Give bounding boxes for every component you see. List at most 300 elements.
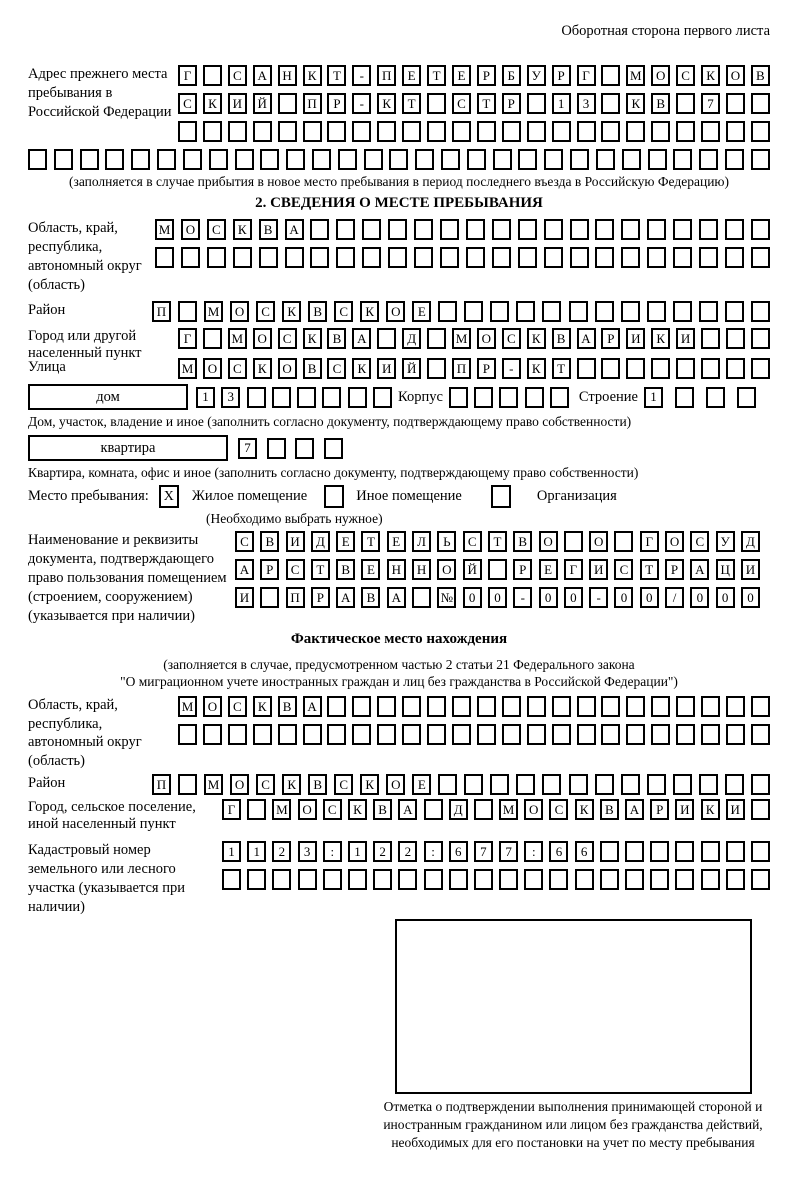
char-cell[interactable] xyxy=(626,724,645,745)
char-cell[interactable] xyxy=(427,328,446,349)
char-cell[interactable] xyxy=(488,559,507,580)
char-cell[interactable] xyxy=(621,219,640,240)
char-cell[interactable] xyxy=(267,438,286,459)
char-cell[interactable]: П xyxy=(303,93,322,114)
char-cell[interactable]: О xyxy=(298,799,317,820)
char-cell[interactable]: П xyxy=(452,358,471,379)
char-cell[interactable] xyxy=(699,301,718,322)
char-cell[interactable] xyxy=(516,774,535,795)
char-cell[interactable] xyxy=(701,724,720,745)
char-cell[interactable]: 2 xyxy=(373,841,392,862)
char-cell[interactable]: 0 xyxy=(716,587,735,608)
char-cell[interactable] xyxy=(676,121,695,142)
char-cell[interactable] xyxy=(673,149,692,170)
char-cell[interactable]: Е xyxy=(361,559,380,580)
char-cell[interactable]: М xyxy=(626,65,645,86)
char-cell[interactable] xyxy=(203,121,222,142)
char-cell[interactable] xyxy=(352,121,371,142)
char-cell[interactable] xyxy=(726,841,745,862)
char-cell[interactable] xyxy=(373,387,392,408)
char-cell[interactable] xyxy=(621,247,640,268)
char-cell[interactable] xyxy=(438,774,457,795)
char-cell[interactable]: Р xyxy=(665,559,684,580)
char-cell[interactable] xyxy=(209,149,228,170)
char-cell[interactable]: В xyxy=(552,328,571,349)
char-cell[interactable]: П xyxy=(286,587,305,608)
char-cell[interactable] xyxy=(402,121,421,142)
char-cell[interactable]: Р xyxy=(260,559,279,580)
char-cell[interactable] xyxy=(651,121,670,142)
char-cell[interactable] xyxy=(222,869,241,890)
char-cell[interactable]: Й xyxy=(463,559,482,580)
char-cell[interactable]: 7 xyxy=(474,841,493,862)
char-cell[interactable] xyxy=(577,696,596,717)
char-cell[interactable] xyxy=(474,869,493,890)
char-cell[interactable] xyxy=(676,93,695,114)
char-cell[interactable] xyxy=(412,587,431,608)
char-cell[interactable] xyxy=(452,724,471,745)
char-cell[interactable]: К xyxy=(348,799,367,820)
char-cell[interactable]: С xyxy=(463,531,482,552)
char-cell[interactable]: К xyxy=(377,93,396,114)
char-cell[interactable]: 2 xyxy=(398,841,417,862)
char-cell[interactable]: С xyxy=(256,301,275,322)
char-cell[interactable] xyxy=(737,387,756,408)
char-cell[interactable]: А xyxy=(398,799,417,820)
char-cell[interactable] xyxy=(492,219,511,240)
char-cell[interactable] xyxy=(54,149,73,170)
char-cell[interactable]: К xyxy=(527,358,546,379)
char-cell[interactable]: О xyxy=(203,696,222,717)
char-cell[interactable] xyxy=(402,696,421,717)
char-cell[interactable]: В xyxy=(278,696,297,717)
char-cell[interactable] xyxy=(80,149,99,170)
char-cell[interactable] xyxy=(278,724,297,745)
char-cell[interactable]: К xyxy=(701,799,720,820)
char-cell[interactable]: М xyxy=(228,328,247,349)
char-cell[interactable]: В xyxy=(373,799,392,820)
char-cell[interactable]: С xyxy=(614,559,633,580)
char-cell[interactable] xyxy=(247,799,266,820)
char-cell[interactable]: А xyxy=(352,328,371,349)
char-cell[interactable] xyxy=(544,149,563,170)
char-cell[interactable] xyxy=(178,301,197,322)
char-cell[interactable]: Г xyxy=(564,559,583,580)
char-cell[interactable]: 7 xyxy=(701,93,720,114)
char-cell[interactable] xyxy=(414,219,433,240)
char-cell[interactable]: С xyxy=(286,559,305,580)
char-cell[interactable] xyxy=(577,358,596,379)
char-cell[interactable] xyxy=(552,121,571,142)
char-cell[interactable]: С xyxy=(549,799,568,820)
char-cell[interactable]: К xyxy=(527,328,546,349)
char-cell[interactable]: Ь xyxy=(437,531,456,552)
char-cell[interactable] xyxy=(377,696,396,717)
char-cell[interactable]: К xyxy=(233,219,252,240)
checkbox-organization[interactable] xyxy=(491,485,511,508)
char-cell[interactable]: Е xyxy=(387,531,406,552)
char-cell[interactable]: М xyxy=(499,799,518,820)
char-cell[interactable] xyxy=(706,387,725,408)
char-cell[interactable]: Г xyxy=(222,799,241,820)
char-cell[interactable] xyxy=(477,724,496,745)
char-cell[interactable]: И xyxy=(286,531,305,552)
char-cell[interactable]: 1 xyxy=(222,841,241,862)
char-cell[interactable] xyxy=(233,247,252,268)
char-cell[interactable]: Д xyxy=(402,328,421,349)
char-cell[interactable] xyxy=(699,149,718,170)
char-cell[interactable] xyxy=(285,247,304,268)
char-cell[interactable] xyxy=(178,724,197,745)
char-cell[interactable]: 3 xyxy=(221,387,240,408)
char-cell[interactable] xyxy=(751,799,770,820)
char-cell[interactable] xyxy=(544,247,563,268)
char-cell[interactable]: И xyxy=(377,358,396,379)
char-cell[interactable]: С xyxy=(323,799,342,820)
char-cell[interactable]: Е xyxy=(539,559,558,580)
char-cell[interactable] xyxy=(295,438,314,459)
char-cell[interactable] xyxy=(324,438,343,459)
char-cell[interactable]: С xyxy=(256,774,275,795)
char-cell[interactable] xyxy=(726,869,745,890)
char-cell[interactable]: С xyxy=(207,219,226,240)
char-cell[interactable]: О xyxy=(524,799,543,820)
char-cell[interactable]: М xyxy=(204,301,223,322)
char-cell[interactable] xyxy=(751,149,770,170)
char-cell[interactable] xyxy=(178,121,197,142)
char-cell[interactable] xyxy=(348,869,367,890)
char-cell[interactable]: 6 xyxy=(549,841,568,862)
char-cell[interactable] xyxy=(626,121,645,142)
char-cell[interactable] xyxy=(552,696,571,717)
char-cell[interactable] xyxy=(527,724,546,745)
char-cell[interactable] xyxy=(327,696,346,717)
char-cell[interactable]: О xyxy=(665,531,684,552)
char-cell[interactable]: О xyxy=(437,559,456,580)
char-cell[interactable] xyxy=(701,841,720,862)
char-cell[interactable] xyxy=(322,387,341,408)
char-cell[interactable] xyxy=(278,121,297,142)
char-cell[interactable] xyxy=(364,149,383,170)
char-cell[interactable]: 0 xyxy=(488,587,507,608)
char-cell[interactable] xyxy=(625,869,644,890)
char-cell[interactable]: Г xyxy=(178,65,197,86)
char-cell[interactable]: О xyxy=(203,358,222,379)
char-cell[interactable]: Р xyxy=(477,65,496,86)
char-cell[interactable]: Д xyxy=(741,531,760,552)
char-cell[interactable] xyxy=(272,387,291,408)
char-cell[interactable]: П xyxy=(377,65,396,86)
char-cell[interactable] xyxy=(474,387,493,408)
char-cell[interactable]: М xyxy=(178,358,197,379)
char-cell[interactable] xyxy=(675,387,694,408)
char-cell[interactable] xyxy=(673,219,692,240)
char-cell[interactable] xyxy=(427,696,446,717)
char-cell[interactable] xyxy=(440,247,459,268)
char-cell[interactable]: М xyxy=(272,799,291,820)
char-cell[interactable]: Т xyxy=(477,93,496,114)
char-cell[interactable] xyxy=(542,774,561,795)
char-cell[interactable]: С xyxy=(228,65,247,86)
char-cell[interactable] xyxy=(525,387,544,408)
char-cell[interactable] xyxy=(389,149,408,170)
char-cell[interactable] xyxy=(726,121,745,142)
char-cell[interactable] xyxy=(477,696,496,717)
char-cell[interactable]: В xyxy=(600,799,619,820)
char-cell[interactable]: А xyxy=(690,559,709,580)
char-cell[interactable] xyxy=(675,869,694,890)
char-cell[interactable]: Д xyxy=(449,799,468,820)
char-cell[interactable]: И xyxy=(235,587,254,608)
char-cell[interactable] xyxy=(569,774,588,795)
char-cell[interactable] xyxy=(516,301,535,322)
char-cell[interactable] xyxy=(155,247,174,268)
char-cell[interactable]: К xyxy=(626,93,645,114)
char-cell[interactable] xyxy=(474,799,493,820)
char-cell[interactable] xyxy=(427,358,446,379)
char-cell[interactable]: О xyxy=(477,328,496,349)
char-cell[interactable]: М xyxy=(178,696,197,717)
char-cell[interactable] xyxy=(502,696,521,717)
apartment-widebox[interactable]: квартира xyxy=(28,435,228,461)
char-cell[interactable] xyxy=(676,696,695,717)
char-cell[interactable]: - xyxy=(352,93,371,114)
char-cell[interactable]: Д xyxy=(311,531,330,552)
char-cell[interactable]: О xyxy=(589,531,608,552)
char-cell[interactable] xyxy=(625,841,644,862)
char-cell[interactable]: Е xyxy=(336,531,355,552)
char-cell[interactable] xyxy=(595,247,614,268)
char-cell[interactable] xyxy=(362,219,381,240)
char-cell[interactable] xyxy=(310,219,329,240)
char-cell[interactable]: : xyxy=(323,841,342,862)
char-cell[interactable]: В xyxy=(361,587,380,608)
char-cell[interactable] xyxy=(651,696,670,717)
char-cell[interactable]: И xyxy=(589,559,608,580)
char-cell[interactable] xyxy=(524,869,543,890)
char-cell[interactable]: Ц xyxy=(716,559,735,580)
char-cell[interactable] xyxy=(575,869,594,890)
char-cell[interactable] xyxy=(464,774,483,795)
char-cell[interactable]: В xyxy=(260,531,279,552)
char-cell[interactable] xyxy=(203,724,222,745)
char-cell[interactable] xyxy=(751,93,770,114)
checkbox-residential[interactable]: X xyxy=(159,485,179,508)
char-cell[interactable]: И xyxy=(726,799,745,820)
char-cell[interactable] xyxy=(725,774,744,795)
char-cell[interactable] xyxy=(626,696,645,717)
char-cell[interactable]: 0 xyxy=(564,587,583,608)
char-cell[interactable] xyxy=(676,724,695,745)
char-cell[interactable] xyxy=(725,149,744,170)
char-cell[interactable]: / xyxy=(665,587,684,608)
char-cell[interactable] xyxy=(327,724,346,745)
char-cell[interactable] xyxy=(502,121,521,142)
char-cell[interactable]: М xyxy=(204,774,223,795)
char-cell[interactable]: Е xyxy=(412,301,431,322)
char-cell[interactable]: Р xyxy=(502,93,521,114)
char-cell[interactable] xyxy=(622,149,641,170)
char-cell[interactable] xyxy=(751,358,770,379)
char-cell[interactable] xyxy=(183,149,202,170)
char-cell[interactable]: Т xyxy=(327,65,346,86)
char-cell[interactable] xyxy=(493,149,512,170)
char-cell[interactable]: 1 xyxy=(348,841,367,862)
char-cell[interactable]: М xyxy=(155,219,174,240)
char-cell[interactable] xyxy=(310,247,329,268)
char-cell[interactable] xyxy=(601,93,620,114)
char-cell[interactable] xyxy=(286,149,305,170)
char-cell[interactable]: В xyxy=(303,358,322,379)
char-cell[interactable]: С xyxy=(334,774,353,795)
char-cell[interactable] xyxy=(312,149,331,170)
char-cell[interactable]: С xyxy=(178,93,197,114)
char-cell[interactable] xyxy=(427,121,446,142)
char-cell[interactable]: И xyxy=(741,559,760,580)
char-cell[interactable]: Р xyxy=(650,799,669,820)
char-cell[interactable] xyxy=(648,149,667,170)
char-cell[interactable] xyxy=(260,149,279,170)
char-cell[interactable]: И xyxy=(228,93,247,114)
char-cell[interactable] xyxy=(303,121,322,142)
char-cell[interactable] xyxy=(424,799,443,820)
char-cell[interactable] xyxy=(414,247,433,268)
char-cell[interactable] xyxy=(595,219,614,240)
char-cell[interactable]: В xyxy=(308,774,327,795)
char-cell[interactable]: С xyxy=(278,328,297,349)
char-cell[interactable] xyxy=(577,724,596,745)
char-cell[interactable]: К xyxy=(701,65,720,86)
char-cell[interactable] xyxy=(542,301,561,322)
char-cell[interactable]: С xyxy=(334,301,353,322)
char-cell[interactable] xyxy=(650,841,669,862)
char-cell[interactable] xyxy=(105,149,124,170)
char-cell[interactable] xyxy=(235,149,254,170)
char-cell[interactable] xyxy=(595,774,614,795)
char-cell[interactable]: С xyxy=(502,328,521,349)
char-cell[interactable] xyxy=(377,121,396,142)
char-cell[interactable] xyxy=(298,869,317,890)
char-cell[interactable] xyxy=(297,387,316,408)
char-cell[interactable] xyxy=(596,149,615,170)
char-cell[interactable] xyxy=(600,869,619,890)
char-cell[interactable] xyxy=(464,301,483,322)
char-cell[interactable] xyxy=(490,774,509,795)
char-cell[interactable] xyxy=(601,724,620,745)
char-cell[interactable]: К xyxy=(282,301,301,322)
char-cell[interactable] xyxy=(438,301,457,322)
char-cell[interactable]: 0 xyxy=(690,587,709,608)
char-cell[interactable] xyxy=(550,387,569,408)
char-cell[interactable] xyxy=(424,869,443,890)
char-cell[interactable]: О xyxy=(726,65,745,86)
char-cell[interactable]: К xyxy=(360,774,379,795)
char-cell[interactable] xyxy=(701,121,720,142)
char-cell[interactable] xyxy=(157,149,176,170)
char-cell[interactable] xyxy=(181,247,200,268)
char-cell[interactable] xyxy=(499,869,518,890)
char-cell[interactable] xyxy=(247,869,266,890)
checkbox-other-premises[interactable] xyxy=(324,485,344,508)
char-cell[interactable]: О xyxy=(278,358,297,379)
char-cell[interactable] xyxy=(614,531,633,552)
char-cell[interactable] xyxy=(751,121,770,142)
char-cell[interactable]: К xyxy=(253,696,272,717)
char-cell[interactable] xyxy=(427,724,446,745)
char-cell[interactable]: 0 xyxy=(463,587,482,608)
char-cell[interactable]: Е xyxy=(452,65,471,86)
char-cell[interactable]: У xyxy=(716,531,735,552)
char-cell[interactable]: 3 xyxy=(577,93,596,114)
char-cell[interactable]: К xyxy=(651,328,670,349)
char-cell[interactable]: Т xyxy=(488,531,507,552)
char-cell[interactable] xyxy=(601,65,620,86)
char-cell[interactable] xyxy=(427,93,446,114)
char-cell[interactable]: 7 xyxy=(238,438,257,459)
char-cell[interactable]: У xyxy=(527,65,546,86)
char-cell[interactable] xyxy=(570,149,589,170)
char-cell[interactable] xyxy=(725,247,744,268)
char-cell[interactable]: И xyxy=(676,328,695,349)
char-cell[interactable] xyxy=(247,387,266,408)
char-cell[interactable]: Р xyxy=(601,328,620,349)
char-cell[interactable] xyxy=(601,696,620,717)
char-cell[interactable] xyxy=(651,358,670,379)
char-cell[interactable]: А xyxy=(285,219,304,240)
char-cell[interactable]: В xyxy=(308,301,327,322)
char-cell[interactable]: В xyxy=(327,328,346,349)
char-cell[interactable] xyxy=(751,724,770,745)
char-cell[interactable]: Е xyxy=(412,774,431,795)
char-cell[interactable] xyxy=(492,247,511,268)
char-cell[interactable] xyxy=(676,358,695,379)
char-cell[interactable]: 1 xyxy=(196,387,215,408)
char-cell[interactable] xyxy=(647,301,666,322)
char-cell[interactable]: К xyxy=(360,301,379,322)
char-cell[interactable]: 6 xyxy=(575,841,594,862)
char-cell[interactable] xyxy=(278,93,297,114)
char-cell[interactable] xyxy=(549,869,568,890)
char-cell[interactable] xyxy=(260,587,279,608)
char-cell[interactable] xyxy=(595,301,614,322)
char-cell[interactable]: Н xyxy=(278,65,297,86)
char-cell[interactable]: Р xyxy=(513,559,532,580)
char-cell[interactable] xyxy=(527,696,546,717)
char-cell[interactable] xyxy=(621,774,640,795)
char-cell[interactable] xyxy=(338,149,357,170)
char-cell[interactable]: А xyxy=(336,587,355,608)
char-cell[interactable]: Л xyxy=(412,531,431,552)
char-cell[interactable] xyxy=(253,724,272,745)
char-cell[interactable]: А xyxy=(387,587,406,608)
char-cell[interactable]: В xyxy=(513,531,532,552)
char-cell[interactable] xyxy=(569,301,588,322)
char-cell[interactable]: Й xyxy=(253,93,272,114)
char-cell[interactable]: 7 xyxy=(499,841,518,862)
char-cell[interactable] xyxy=(466,219,485,240)
char-cell[interactable] xyxy=(675,841,694,862)
char-cell[interactable] xyxy=(377,724,396,745)
char-cell[interactable]: К xyxy=(303,328,322,349)
char-cell[interactable] xyxy=(699,247,718,268)
char-cell[interactable]: - xyxy=(513,587,532,608)
char-cell[interactable] xyxy=(518,219,537,240)
char-cell[interactable]: Р xyxy=(552,65,571,86)
char-cell[interactable]: О xyxy=(539,531,558,552)
char-cell[interactable]: Й xyxy=(402,358,421,379)
char-cell[interactable]: Р xyxy=(327,93,346,114)
char-cell[interactable] xyxy=(352,724,371,745)
